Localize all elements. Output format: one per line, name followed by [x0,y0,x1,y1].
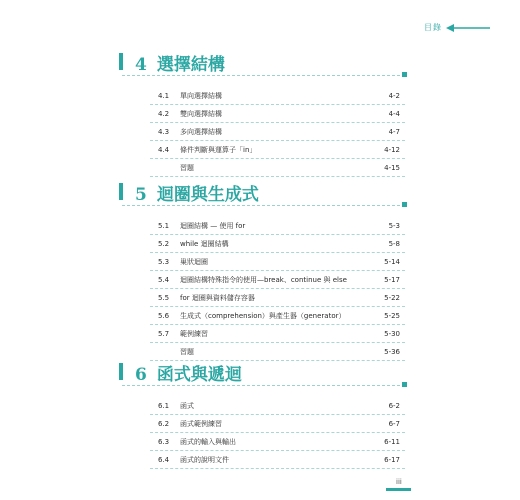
entry-page: 6-7 [388,420,400,428]
entry-title: 函式範例練習 [180,420,222,428]
entry-page: 6-17 [384,456,400,464]
entry-number: 4.1 [158,92,170,100]
entry-list [150,87,405,177]
chapter-rule-end [402,202,407,207]
toc-entry[interactable] [150,289,405,307]
entry-number: 6.1 [158,402,170,410]
entry-title: 迴圈結構 — 使用 for [180,222,246,230]
toc-label[interactable]: 目錄 [424,23,442,32]
entry-page: 6-2 [388,402,400,410]
entry-title: 範例練習 [180,330,208,338]
chapter-title[interactable] [135,360,242,385]
chapter-title[interactable] [135,180,259,205]
arrow-left-icon[interactable] [446,23,490,33]
entry-page: 5-17 [384,276,400,284]
toc-entry[interactable] [150,235,405,253]
entry-page: 4-4 [388,110,400,118]
chapter-number: 4 [135,55,147,75]
entry-title: 雙向選擇結構 [180,110,222,118]
toc-entry[interactable] [150,123,405,141]
entry-title: 多向選擇結構 [180,128,222,136]
entry-number: 5.4 [158,276,170,284]
entry-number: 5.2 [158,240,170,248]
entry-page: 5-22 [384,294,400,302]
chapter-marker [119,363,123,380]
entry-page: 5-25 [384,312,400,320]
chapter-title-text: 選擇結構 [156,55,225,75]
toc-entry[interactable] [150,141,405,159]
entry-page: 4-12 [384,146,400,154]
chapter-title-text: 函式與遞迴 [156,365,242,385]
entry-page: 4-15 [384,164,400,172]
entry-title: while 迴圈結構 [180,240,229,248]
chapter-rule [122,205,405,206]
entry-list [150,217,405,361]
entry-number: 5.7 [158,330,170,338]
entry-number: 6.3 [158,438,170,446]
entry-page: 5-30 [384,330,400,338]
toc-entry[interactable] [150,217,405,235]
entry-number: 4.2 [158,110,170,118]
chapter-rule [122,75,405,76]
toc-entry[interactable] [150,87,405,105]
entry-number: 5.1 [158,222,170,230]
entry-title: 函式的輸入與輸出 [180,438,236,446]
page-number: iii [396,478,402,486]
chapter-rule-end [402,382,407,387]
entry-page: 5-36 [384,348,400,356]
entry-title: 單向選擇結構 [180,92,222,100]
entry-title: 函式的說明文件 [180,456,229,464]
entry-number: 4.4 [158,146,170,154]
entry-page: 5-8 [388,240,400,248]
entry-number: 5.3 [158,258,170,266]
entry-title: for 迴圈與資料儲存容器 [180,294,255,302]
entry-page: 4-2 [388,92,400,100]
toc-entry[interactable] [150,451,405,469]
toc-entry[interactable] [150,253,405,271]
entry-title: 迴圈結構特殊指令的使用—break、continue 與 else [180,276,347,284]
chapter-marker [119,183,123,200]
toc-entry[interactable] [150,433,405,451]
chapter-number: 6 [135,365,147,385]
entry-title: 習題 [180,348,194,356]
chapter-header [122,180,405,210]
chapter-header [122,50,405,80]
toc-nav[interactable] [424,22,490,33]
chapter-marker [119,53,123,70]
toc-entry[interactable] [150,397,405,415]
toc-entry[interactable] [150,159,405,177]
entry-number: 5.5 [158,294,170,302]
entry-title: 生成式（comprehension）與產生器（generator） [180,312,346,320]
toc-entry[interactable] [150,105,405,123]
entry-page: 6-11 [384,438,400,446]
chapter-4 [122,50,405,177]
entry-page: 4-7 [388,128,400,136]
entry-title: 巢狀迴圈 [180,258,208,266]
entry-number: 5.6 [158,312,170,320]
toc-entry[interactable] [150,307,405,325]
toc-entry[interactable] [150,325,405,343]
chapter-5 [122,180,405,361]
chapter-header [122,360,405,390]
corner-mark [386,488,411,491]
entry-title: 函式 [180,402,194,410]
entry-title: 習題 [180,164,194,172]
entry-page: 5-3 [388,222,400,230]
chapter-title[interactable] [135,50,225,75]
chapter-number: 5 [135,185,147,205]
toc-entry[interactable] [150,343,405,361]
entry-number: 4.3 [158,128,170,136]
entry-page: 5-14 [384,258,400,266]
chapter-title-text: 迴圈與生成式 [156,185,259,205]
entry-number: 6.2 [158,420,170,428]
chapter-6 [122,360,405,469]
chapter-rule-end [402,72,407,77]
toc-entry[interactable] [150,415,405,433]
entry-title: 條件判斷與運算子「in」 [180,146,257,154]
chapter-rule [122,385,405,386]
toc-entry[interactable] [150,271,405,289]
entry-list [150,397,405,469]
entry-number: 6.4 [158,456,170,464]
